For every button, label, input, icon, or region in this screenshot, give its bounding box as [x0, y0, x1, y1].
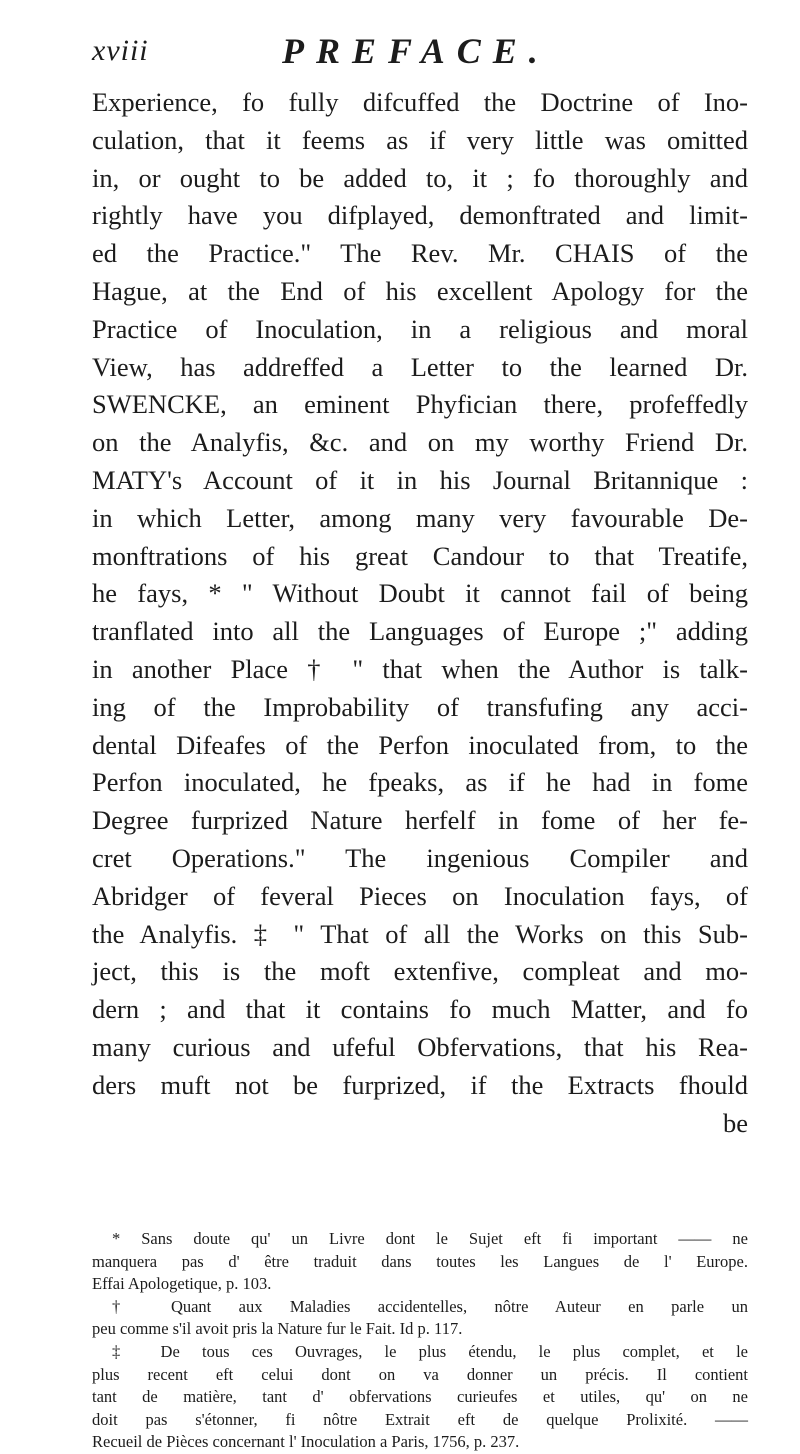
- body-line: cret Operations." The ingenious Compiler and: [92, 842, 748, 873]
- body-line: dern ; and that it contains fo much Matter, and fo: [92, 994, 748, 1025]
- footnote-line: ‡ De tous ces Ouvrages, le plus étendu, le plus complet, et le: [112, 1341, 748, 1361]
- body-line: ed the Practice." The Rev. Mr. CHAIS of the: [92, 238, 748, 269]
- body-line: Hague, at the End of his excellent Apology for the: [92, 275, 748, 306]
- body-line: Perfon inoculated, he fpeaks, as if he had in fome: [92, 767, 748, 798]
- body-line: Experience, fo fully difcuffed the Doctrine of Ino-: [92, 87, 748, 117]
- body-line: MATY's Account of it in his Journal Britannique :: [92, 464, 748, 495]
- catchword: be: [722, 1107, 748, 1138]
- body-line: Practice of Inoculation, in a religious and moral: [92, 313, 748, 344]
- footnote-line: manquera pas d' être traduit dans toutes les Langues de l' Europe.: [92, 1251, 748, 1271]
- body-line: in, or ought to be added to, it ; fo thoroughly and: [92, 162, 748, 193]
- body-line: dental Difeafes of the Perfon inoculated from, to the: [92, 729, 748, 760]
- body-line: in which Letter, among many very favourable De-: [92, 502, 748, 533]
- page-number: xviii: [92, 34, 149, 67]
- footnote-line: * Sans doute qu' un Livre dont le Sujet eft fi important —— ne: [112, 1229, 748, 1248]
- body-line: the Analyfis. ‡ " That of all the Works on this Sub-: [92, 918, 748, 949]
- footnote-line: Effai Apologetique, p. 103.: [92, 1274, 272, 1294]
- body-line: in another Place † " that when the Author is talk-: [92, 653, 748, 684]
- body-line: ders muft not be furprized, if the Extracts fhould: [92, 1069, 748, 1100]
- body-line: ject, this is the moft extenfive, compleat and mo-: [92, 956, 748, 987]
- body-line: Degree furprized Nature herfelf in fome of her fe-: [92, 805, 748, 836]
- footnote-line: Recueil de Pièces concernant l' Inoculation a Paris, 1756, p. 237.: [92, 1432, 520, 1452]
- page-header: [84, 30, 744, 74]
- body-line: rightly have you difplayed, demonftrated and limit-: [92, 200, 748, 231]
- footnote-line: † Quant aux Maladies accidentelles, nôtre Auteur en parle un: [112, 1296, 748, 1316]
- body-text: [92, 84, 748, 1142]
- body-line: culation, that it feems as if very little was omitted: [92, 124, 748, 155]
- body-line: on the Analyfis, &c. and on my worthy Friend Dr.: [92, 427, 748, 458]
- body-line: many curious and ufeful Obfervations, that his Rea-: [92, 1031, 748, 1062]
- running-title: PREFACE.: [282, 31, 550, 71]
- body-line: monftrations of his great Candour to that Treatife,: [92, 540, 748, 571]
- footnote-line: tant de matière, tant d' obfervations curieufes et utiles, qu' on ne: [92, 1387, 748, 1407]
- footnotes: [92, 1228, 748, 1454]
- body-line: Abridger of feveral Pieces on Inoculation fays, of: [92, 880, 748, 911]
- body-line: he fays, * " Without Doubt it cannot fail of being: [92, 578, 748, 609]
- body-line: tranflated into all the Languages of Europe ;" adding: [92, 616, 748, 647]
- footnote-line: doit pas s'étonner, fi nôtre Extrait eft de quelque Prolixité. ——: [92, 1409, 748, 1429]
- body-line: ing of the Improbability of transfufing any acci-: [92, 691, 748, 722]
- body-line: View, has addreffed a Letter to the learned Dr.: [92, 351, 748, 382]
- footnote-line: plus recent eft celui dont on va donner un précis. Il contient: [92, 1364, 748, 1384]
- footnote-line: peu comme s'il avoit pris la Nature fur le Fait. Id p. 117.: [92, 1319, 463, 1339]
- body-line: SWENCKE, an eminent Phyfician there, profeffedly: [92, 389, 748, 420]
